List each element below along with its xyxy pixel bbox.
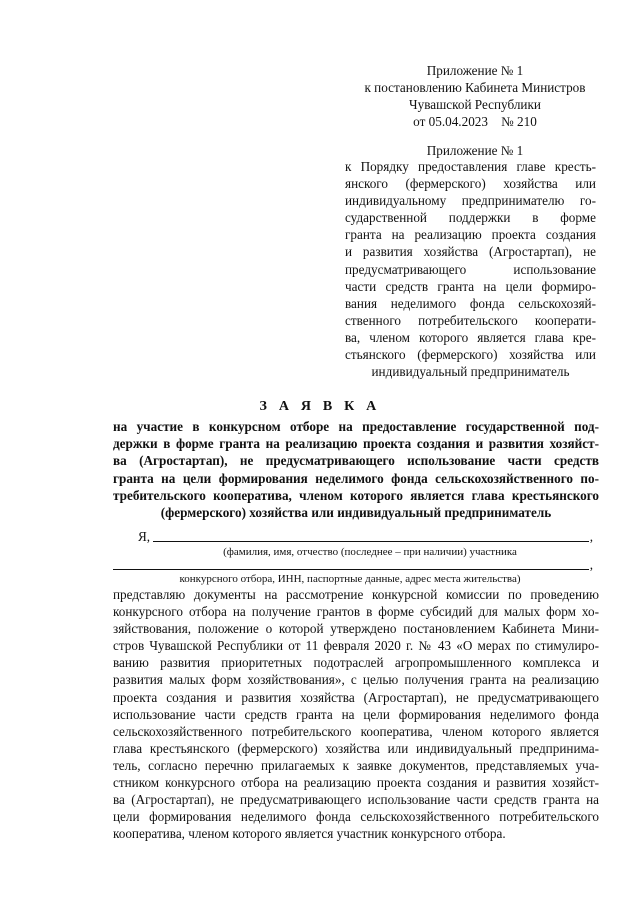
body-line: использование части средств гранта на цели формирования неделимого фонда — [113, 706, 599, 722]
appendix-procedure-line: янского (фермерского) хозяйства или — [345, 176, 596, 192]
applicant-details-comma: , — [589, 557, 593, 572]
heading-line: ва (Агростартап), не предусматривающего использование части средств — [113, 453, 599, 469]
applicant-details-underline — [113, 569, 589, 570]
document-title: З А Я В К А — [259, 399, 381, 414]
appendix-procedure-line: части средств гранта на цели формиро- — [345, 278, 596, 294]
application-heading — [113, 418, 599, 521]
body-line: стником конкурсного отбора на реализацию проекта создания и развития хозяйст- — [113, 775, 599, 791]
applicant-label: Я, — [138, 529, 151, 544]
appendix-procedure-title: Приложение № 1 — [426, 143, 524, 158]
application-body — [113, 586, 599, 842]
appendix-procedure-line: ва, членом которого является глава кре- — [345, 329, 596, 345]
body-line: стров Чувашской Республики от 11 февраля 2020 г. № 43 «О мерах по стимулиро- — [113, 638, 599, 654]
applicant-details-field[interactable] — [113, 557, 599, 573]
body-line: тель, согласно перечню прилагаемых к заявке документов, представляемых уча- — [113, 757, 599, 773]
body-line: зяйствования, положение о которой утверждено постановлением Кабинета Мини- — [113, 621, 599, 637]
appendix-number: Приложение № 1 — [426, 63, 524, 78]
appendix-procedure-line: к Порядку предоставления главе кресть- — [345, 159, 596, 174]
heading-line: держки в форме гранта на реализацию проекта создания и развития хозяйст- — [113, 436, 599, 452]
heading-line: требительского кооператива, членом которого является глава крестьянского — [113, 487, 599, 503]
appendix-resolution-ref: к постановлению Кабинета Министров — [364, 80, 586, 95]
appendix-procedure-line: индивидуальному предпринимателю го- — [345, 193, 596, 209]
applicant-name-hint: (фамилия, имя, отчество (последнее – при наличии) участника — [223, 546, 517, 558]
body-line: ванию развития приоритетных подотраслей агропромышленного комплекса и — [113, 655, 599, 671]
body-line: проекта создания и развития хозяйства (Агростартап), не предусматривающего — [113, 689, 599, 705]
appendix-procedure-line: вания неделимого фонда сельскохозяй- — [345, 295, 596, 311]
body-line: развития малых форм хозяйствования», с целью получения гранта на реализацию — [113, 672, 599, 688]
appendix-procedure-line: предусматривающего использование — [345, 261, 596, 277]
appendix-republic: Чувашской Республики — [409, 97, 541, 112]
applicant-name-underline — [153, 541, 589, 542]
appendix-date-number: от 05.04.2023 № 210 — [413, 114, 537, 129]
body-line: представляю документы на рассмотрение конкурсной комиссии по проведению — [113, 587, 599, 602]
appendix-procedure-line: ственного потребительского кооперати- — [345, 312, 596, 328]
body-line: ва (Агростартап), не предусматривающего использование части средств гранта на — [113, 792, 599, 808]
appendix-procedure-line: и развития хозяйства (Агростартап), не — [345, 244, 596, 260]
appendix-procedure-line: сударственной поддержки в форме — [345, 210, 596, 226]
applicant-name-field[interactable] — [113, 529, 599, 545]
appendix-procedure-line: индивидуальный предприниматель — [371, 364, 570, 380]
applicant-details-hint: конкурсного отбора, ИНН, паспортные данные, адрес места жительства) — [179, 573, 521, 585]
body-line: кооператива, членом которого является участник конкурсного отбора. — [113, 826, 506, 842]
body-line: конкурсного отбора на получение грантов в форме субсидий для малых форм хо- — [113, 604, 599, 620]
heading-line: на участие в конкурсном отборе на предоставление государственной под- — [113, 419, 599, 434]
appendix-procedure-line: стьянского (фермерского) хозяйства или — [345, 347, 596, 363]
body-line: глава крестьянского (фермерского) хозяйства или индивидуальный предпринима- — [113, 740, 599, 756]
appendix-procedure-line: гранта на реализацию проекта создания — [345, 227, 596, 243]
applicant-comma: , — [589, 529, 593, 544]
heading-line: (фермерского) хозяйства или индивидуальный предприниматель — [160, 505, 552, 521]
body-line: сельскохозяйственного потребительского кооператива, членом которого является — [113, 723, 599, 739]
heading-line: гранта на цели формирования неделимого фонда сельскохозяйственного по- — [113, 470, 599, 486]
appendix-resolution-block — [330, 62, 620, 130]
body-line: цели формирования неделимого фонда сельскохозяйственного потребительского — [113, 809, 599, 825]
appendix-procedure-block — [345, 158, 596, 380]
